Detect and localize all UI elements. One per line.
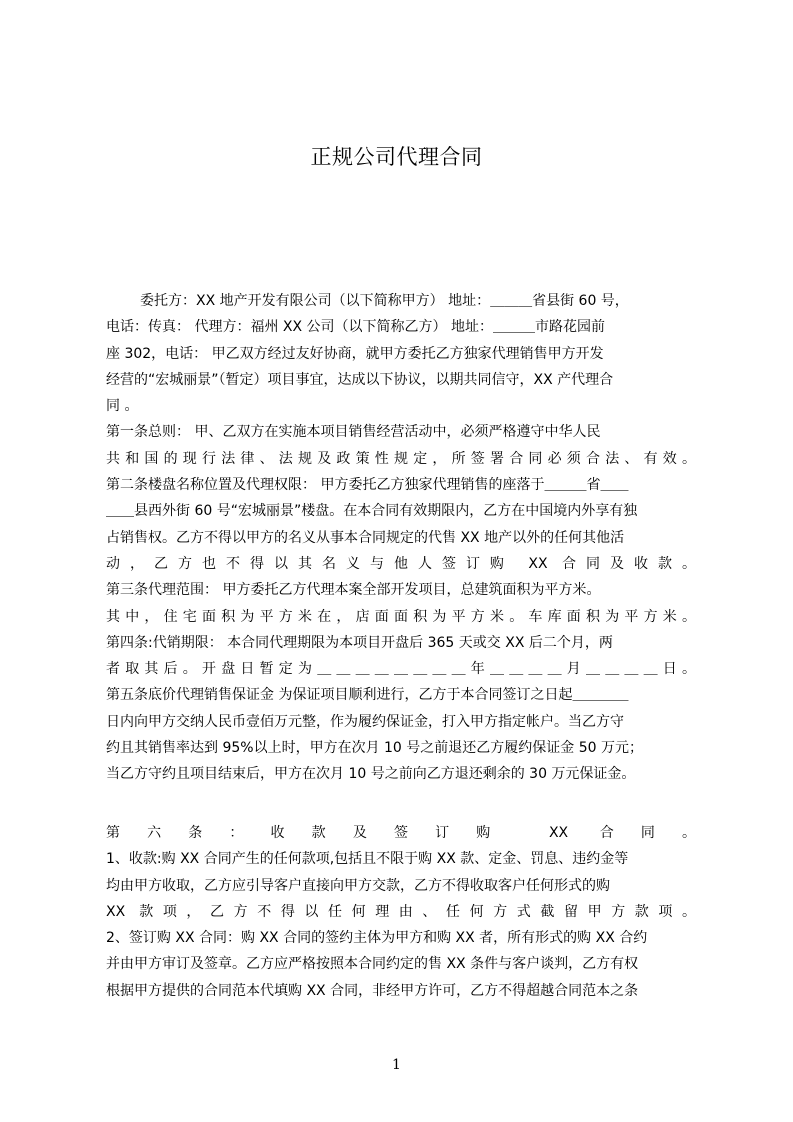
- article-5-heading-line: 第五条底价代理销售保证金 为保证项目顺利进行，乙方于本合同签订之日起＿＿＿＿: [106, 687, 629, 704]
- article-2-heading-line: 第二条楼盘名称位置及代理权限： 甲方委托乙方独家代理销售的座落于＿＿＿省＿＿: [106, 477, 629, 494]
- paragraph-line: 2、签订购 XX 合同：购 XX 合同的签约主体为甲方和购 XX 者，所有形式的购 XX 合约: [106, 930, 648, 947]
- contract-body-part-2: [106, 820, 696, 1020]
- paragraph-line: 均由甲方收取，乙方应引导客户直接向甲方交款，乙方不得收取客户任何形式的购: [106, 877, 610, 894]
- paragraph-line: 共和国的现行法律、法规及政策性规定，所签署合同必须合法、有效。: [106, 450, 696, 467]
- article-3-heading-line: 第三条代理范围： 甲方委托乙方代理本案全部开发项目，总建筑面积为平方米。: [106, 582, 601, 599]
- contract-body-part-1: [106, 288, 696, 808]
- paragraph-line: 经营的“宏城丽景”（暂定）项目事宜，达成以下协议，以期共同信守，XX 产代理合: [106, 371, 614, 388]
- paragraph-line: 1、收款:购 XX 合同产生的任何款项,包括且不限于购 XX 款、定金、罚息、违约金等: [106, 851, 629, 868]
- paragraph-line: ＿＿县西外街 60 号“宏城丽景”楼盘。在本合同有效期限内，乙方在中国境内外享有独: [106, 503, 638, 520]
- paragraph-line: 者取其后。开盘日暂定为＿＿＿＿＿＿＿＿年＿＿＿＿月＿＿＿＿日。: [106, 661, 696, 678]
- paragraph-line: 座 302，电话： 甲乙双方经过友好协商，就甲方委托乙方独家代理销售甲方开发: [106, 345, 604, 362]
- paragraph-line: 其中，住宅面积为平方米在，店面面积为平方米。车库面积为平方米。: [106, 608, 696, 625]
- paragraph-line: 占销售权。乙方不得以甲方的名义从事本合同规定的代售 XX 地产以外的任何其他活: [106, 529, 625, 546]
- paragraph-line: 根据甲方提供的合同范本代填购 XX 合同，非经甲方许可，乙方不得超越合同范本之条: [106, 982, 639, 999]
- paragraph-line: 当乙方守约且项目结束后，甲方在次月 10 号之前向乙方退还剩余的 30 万元保证金。: [106, 766, 636, 783]
- paragraph-line: 约且其销售率达到 95%以上时，甲方在次月 10 号之前退还乙方履约保证金 50 万元；: [106, 740, 643, 757]
- paragraph-line: 日内向甲方交纳人民币壹佰万元整，作为履约保证金，打入甲方指定帐户。当乙方守: [106, 713, 624, 730]
- page-number: 1: [392, 1057, 401, 1073]
- paragraph-line: 同 。: [106, 398, 139, 415]
- paragraph-line: 电话：传真： 代理方：福州 XX 公司（以下简称乙方） 地址：＿＿＿市路花园前: [106, 319, 605, 336]
- paragraph-line: 动，乙方也不得以其名义与他人签订购 XX 合同及收款。: [106, 555, 696, 572]
- article-4-heading-line: 第四条:代销期限： 本合同代理期限为本项目开盘后 365 天或交 XX 后二个月，两: [106, 634, 613, 651]
- paragraph-line: XX 款项，乙方不得以任何理由、任何方式截留甲方款项。: [106, 903, 696, 920]
- document-title: 正规公司代理合同: [310, 145, 483, 169]
- article-6-heading-line: 第六条：收款及签订购 XX 合同。: [106, 825, 696, 841]
- paragraph-line: 委托方：XX 地产开发有限公司（以下简称甲方） 地址：＿＿＿省县街 60 号，: [140, 293, 629, 309]
- article-1-heading-line: 第一条总则： 甲、乙双方在实施本项目销售经营活动中，必须严格遵守中华人民: [106, 424, 601, 441]
- paragraph-line: 并由甲方审订及签章。乙方应严格按照本合同约定的售 XX 条件与客户谈判，乙方有权: [106, 956, 639, 973]
